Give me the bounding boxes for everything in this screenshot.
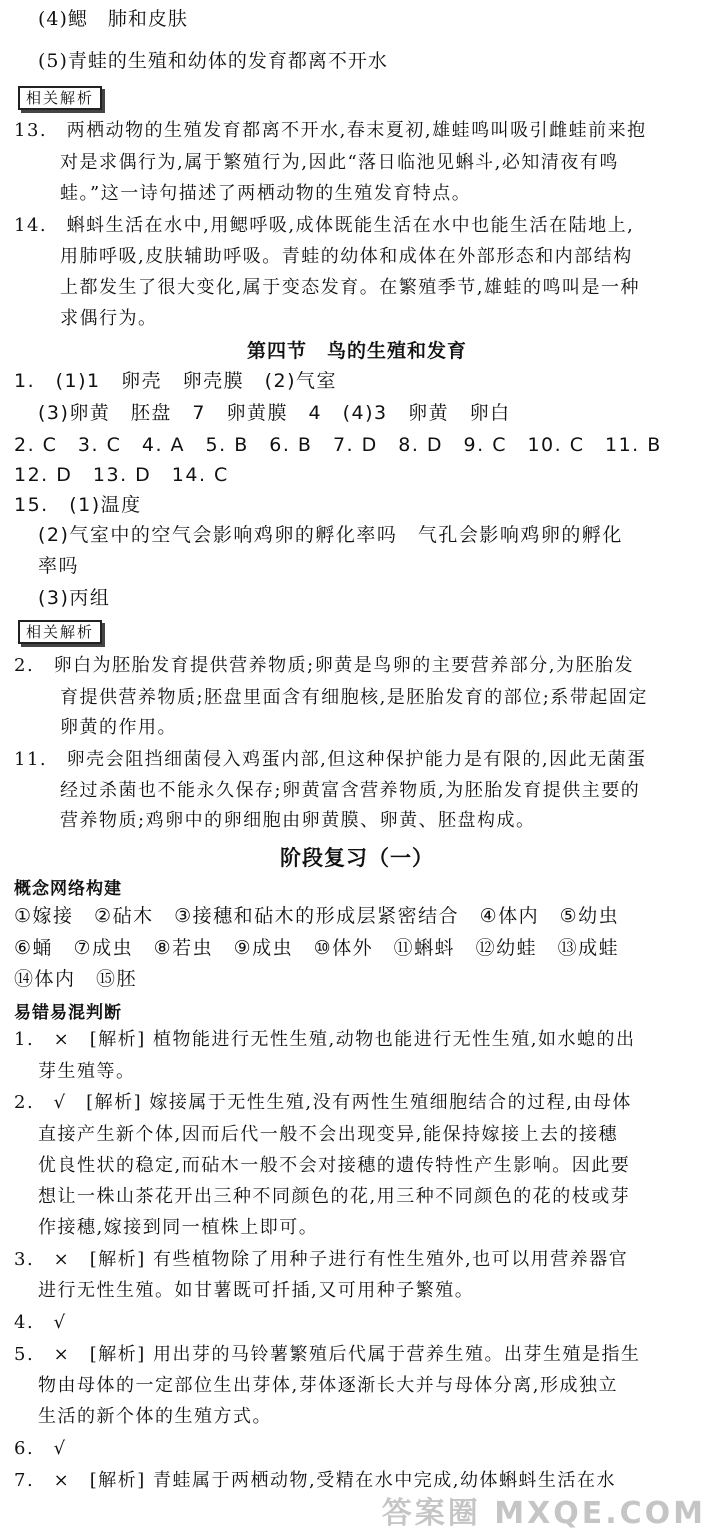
answer-line: 15. (1)温度 bbox=[14, 494, 142, 516]
analysis-line: 2. 卵白为胚胎发育提供营养物质;卵黄是鸟卵的主要营养部分,为胚胎发 bbox=[14, 655, 634, 676]
analysis-line: 7. × [解析] 青蛙属于两栖动物,受精在水中完成,幼体蝌蚪生活在水 bbox=[14, 1470, 616, 1491]
answer-line: (5)青蛙的生殖和幼体的发育都离不开水 bbox=[38, 50, 388, 72]
answer-line: 率吗 bbox=[38, 555, 80, 577]
analysis-line: 14. 蝌蚪生活在水中,用鳃呼吸,成体既能生活在水中也能生活在陆地上, bbox=[14, 215, 635, 236]
analysis-line: 直接产生新个体,因而后代一般不会出现变异,能保持嫁接上去的接穗 bbox=[38, 1124, 618, 1145]
related-analysis-tag: 相关解析 bbox=[18, 620, 102, 644]
analysis-line: 育提供营养物质;胚盘里面含有细胞核,是胚胎发育的部位;系带起固定 bbox=[60, 687, 648, 708]
analysis-line: 经过杀菌也不能永久保存;卵黄富含营养物质,为胚胎发育提供主要的 bbox=[60, 780, 641, 801]
analysis-line: 13. 两栖动物的生殖发育都离不开水,春末夏初,雄蛙鸣叫吸引雌蛙前来抱 bbox=[14, 120, 647, 141]
analysis-line: 生活的新个体的生殖方式。 bbox=[38, 1406, 272, 1427]
answer-line: (2)气室中的空气会影响鸡卵的孵化率吗 气孔会影响鸡卵的孵化 bbox=[38, 524, 623, 546]
section-title: 第四节 鸟的生殖和发育 bbox=[246, 340, 467, 362]
section-title: 阶段复习（一） bbox=[280, 846, 434, 870]
analysis-line: 上都发生了很大变化,属于变态发育。在繁殖季节,雄蛙的鸣叫是一种 bbox=[60, 277, 640, 298]
analysis-line: 优良性状的稳定,而砧木一般不会对接穗的遗传特性产生影响。因此要 bbox=[38, 1155, 631, 1176]
answer-line: ①嫁接 ②砧木 ③接穗和砧木的形成层紧密结合 ④体内 ⑤幼虫 bbox=[14, 905, 620, 927]
answer-line: 1. (1)1 卵壳 卵壳膜 (2)气室 bbox=[14, 370, 338, 392]
answer-line: ⑥蛹 ⑦成虫 ⑧若虫 ⑨成虫 ⑩体外 ⑪蝌蚪 ⑫幼蛙 ⑬成蛙 bbox=[14, 937, 620, 959]
site-watermark: 答案圈 MXQE.COM bbox=[381, 1496, 706, 1531]
analysis-line: 3. × [解析] 有些植物除了用种子进行有性生殖外,也可以用营养器官 bbox=[14, 1249, 629, 1270]
analysis-line: 5. × [解析] 用出芽的马铃薯繁殖后代属于营养生殖。出芽生殖是指生 bbox=[14, 1344, 641, 1365]
analysis-line: 求偶行为。 bbox=[60, 308, 158, 329]
analysis-line: 4. √ bbox=[14, 1312, 67, 1333]
analysis-line: 蛙。”这一诗句描述了两栖动物的生殖发育特点。 bbox=[60, 183, 472, 204]
analysis-line: 6. √ bbox=[14, 1438, 67, 1459]
analysis-line: 作接穗,嫁接到同一植株上即可。 bbox=[38, 1217, 319, 1238]
related-analysis-tag: 相关解析 bbox=[18, 86, 102, 110]
analysis-line: 物由母体的一定部位生出芽体,芽体逐渐长大并与母体分离,形成独立 bbox=[38, 1375, 618, 1396]
analysis-line: 1. × [解析] 植物能进行无性生殖,动物也能进行无性生殖,如水螅的出 bbox=[14, 1029, 636, 1050]
analysis-line: 进行无性生殖。如甘薯既可扦插,又可用种子繁殖。 bbox=[38, 1280, 475, 1301]
answer-line: (3)丙组 bbox=[38, 587, 111, 609]
analysis-line: 11. 卵壳会阻挡细菌侵入鸡蛋内部,但这种保护能力是有限的,因此无菌蛋 bbox=[14, 749, 647, 770]
analysis-line: 用肺呼吸,皮肤辅助呼吸。青蛙的幼体和成体在外部形态和内部结构 bbox=[60, 246, 633, 267]
analysis-line: 卵黄的作用。 bbox=[60, 717, 177, 738]
subsection-heading: 易错易混判断 bbox=[14, 1003, 122, 1023]
analysis-line: 对是求偶行为,属于繁殖行为,因此“落日临池见蝌斗,必知清夜有鸣 bbox=[60, 152, 619, 173]
answer-line: 2. C 3. C 4. A 5. B 6. B 7. D 8. D 9. C 10. C 11. B bbox=[14, 434, 662, 456]
answer-line: ⑭体内 ⑮胚 bbox=[14, 968, 138, 990]
answer-line: (4)鳃 肺和皮肤 bbox=[38, 8, 188, 30]
analysis-line: 营养物质;鸡卵中的卵细胞由卵黄膜、卵黄、胚盘构成。 bbox=[60, 810, 536, 831]
analysis-line: 想让一株山茶花开出三种不同颜色的花,用三种不同颜色的花的枝或芽 bbox=[38, 1186, 631, 1207]
analysis-line: 芽生殖等。 bbox=[38, 1061, 136, 1082]
analysis-line: 2. √ [解析] 嫁接属于无性生殖,没有两性生殖细胞结合的过程,由母体 bbox=[14, 1092, 632, 1113]
subsection-heading: 概念网络构建 bbox=[14, 879, 122, 899]
answer-line: 12. D 13. D 14. C bbox=[14, 464, 229, 486]
answer-line: (3)卵黄 胚盘 7 卵黄膜 4 (4)3 卵黄 卵白 bbox=[38, 402, 511, 424]
